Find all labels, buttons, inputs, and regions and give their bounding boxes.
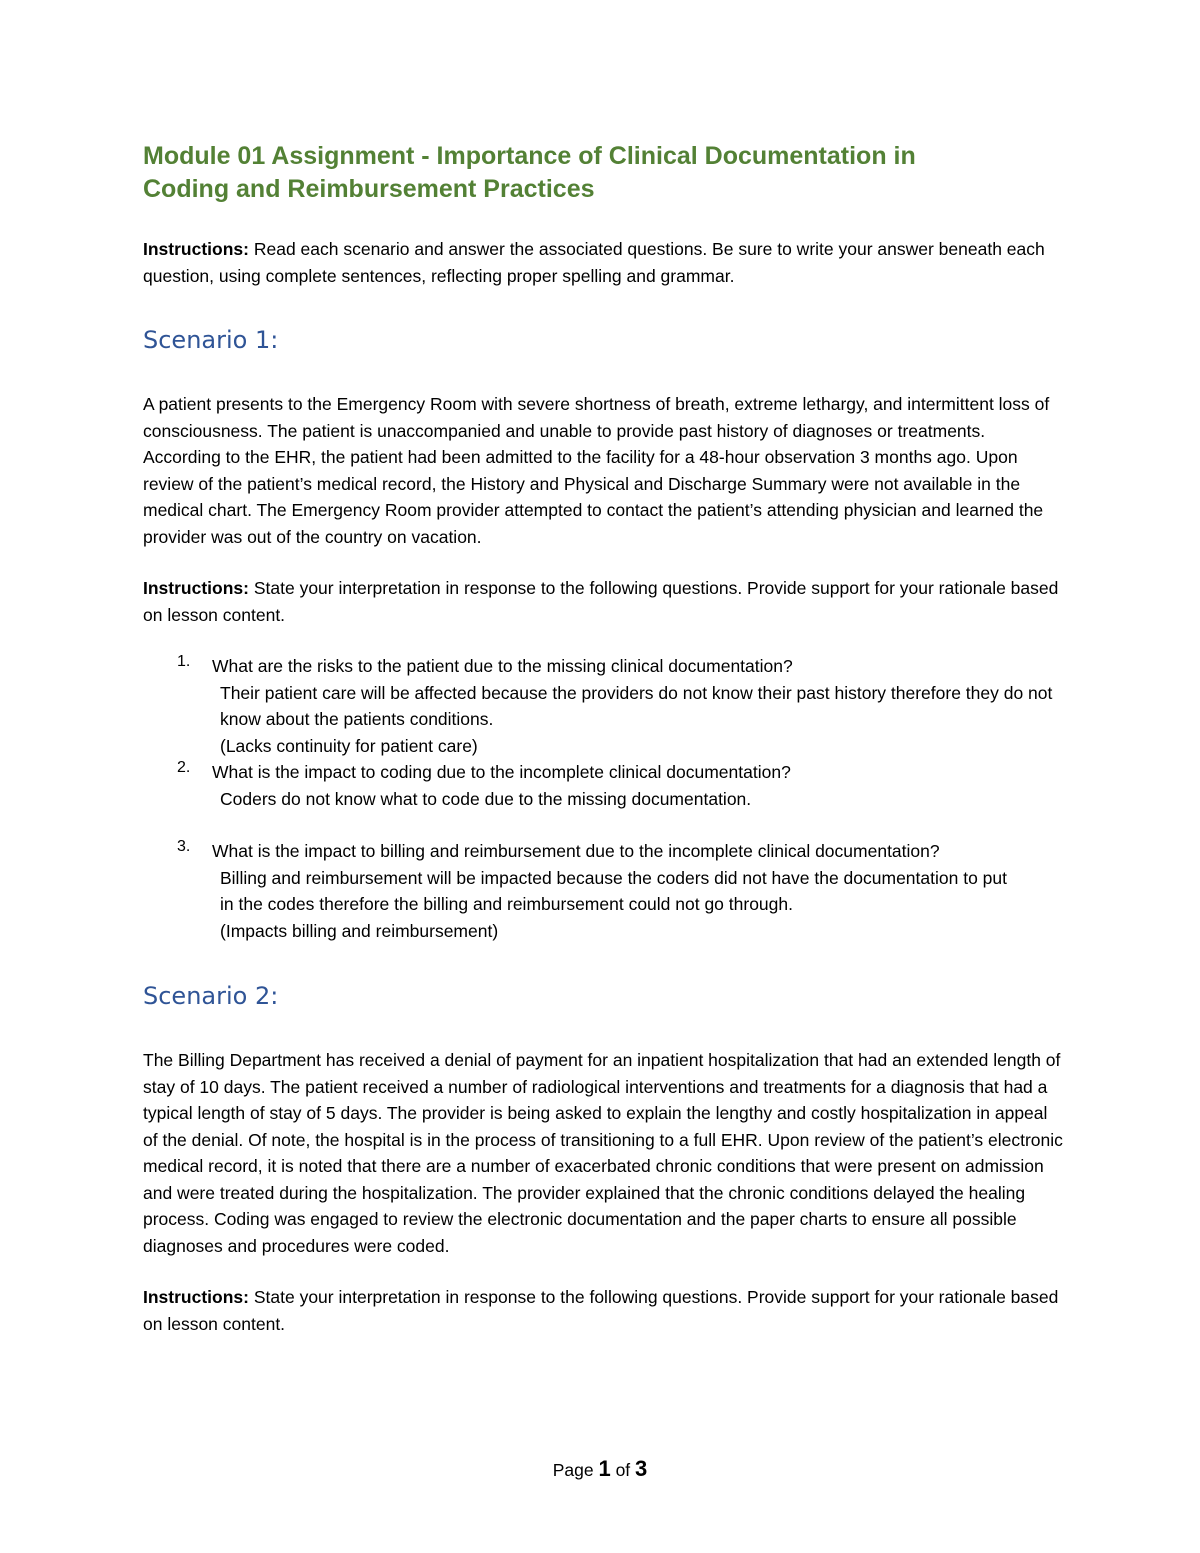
answer-note: (Impacts billing and reimbursement) — [220, 920, 499, 941]
page-word: Page — [552, 1460, 599, 1480]
question-item — [143, 759, 1063, 812]
scenario-2-heading: Scenario 2: — [143, 982, 279, 1010]
scenario-1-instructions-text: State your interpretation in response to the following questions. Provide support for your rationale based on lesson content. — [143, 578, 1059, 625]
question-text: What is the impact to billing and reimbursement due to the incomplete clinical documentation? — [212, 841, 940, 861]
question-number: 1. — [177, 653, 191, 670]
scenario-1-question-list — [143, 653, 1063, 944]
answer-note: (Lacks continuity for patient care) — [220, 735, 478, 756]
scenario-2-instructions — [143, 1284, 1063, 1337]
scenario-2-body: The Billing Department has received a denial of payment for an inpatient hospitalization that had an extended length of stay of 10 days. The patient received a number of radiological interventions and treatments for a diagnosis that had a typical length of stay of 5 days. The provider is being asked to explain the lengthy and costly hospitalization in appeal of the denial. Of note, the hospital is in the process of transitioning to a full EHR. Upon review of the patient’s electronic medical record, it is noted that there are a number of exacerbated chronic conditions that were present on admission and were treated during the hospitalization. The provider explained that the chronic conditions delayed the healing process. Coding was engaged to review the electronic documentation and the paper charts to ensure all possible diagnoses and procedures were coded. — [143, 1050, 1063, 1256]
page-number: 1 — [598, 1456, 611, 1481]
of-word: of — [610, 1460, 636, 1480]
answer-text: Billing and reimbursement will be impacted because the coders did not have the documentation to put in the codes therefore the billing and reimbursement could not go through. — [220, 867, 1007, 914]
question-number: 3. — [177, 838, 191, 855]
question-item — [143, 653, 1063, 759]
question-item — [143, 838, 1063, 944]
intro-instructions-text: Read each scenario and answer the associated questions. Be sure to write your answer beneath each question, using complete sentences, reflecting proper spelling and grammar. — [143, 239, 1045, 286]
intro-instructions-label: Instructions: — [143, 239, 249, 259]
scenario-1-body: A patient presents to the Emergency Room with severe shortness of breath, extreme lethargy, and intermittent loss of consciousness. The patient is unaccompanied and unable to provide past history of diagnoses or treatments. According to the EHR, the patient had been admitted to the facility for a 48-hour observation 3 months ago. Upon review of the patient’s medical record, the History and Physical and Discharge Summary were not available in the medical chart. The Emergency Room provider attempted to contact the patient’s attending physician and learned the provider was out of the country on vacation. — [143, 394, 1050, 547]
question-text: What is the impact to coding due to the incomplete clinical documentation? — [212, 762, 791, 782]
question-text: What are the risks to the patient due to the missing clinical documentation? — [212, 656, 793, 676]
title-line-2: Coding and Reimbursement Practices — [143, 175, 595, 203]
answer-text: Coders do not know what to code due to the missing documentation. — [220, 788, 752, 809]
scenario-2-instructions-text: State your interpretation in response to the following questions. Provide support for your rationale based on lesson content. — [143, 1287, 1059, 1334]
page-footer — [0, 1456, 1200, 1483]
question-number: 2. — [177, 759, 191, 776]
answer-text: Their patient care will be affected because the providers do not know their past history therefore they do not know about the patients conditions. — [220, 682, 1053, 729]
title-line-1: Module 01 Assignment - Importance of Clinical Documentation in — [143, 142, 916, 170]
scenario-1-instructions — [143, 575, 1063, 628]
scenario-2-instructions-label: Instructions: — [143, 1287, 249, 1307]
document-content — [143, 140, 1063, 1337]
scenario-1-heading: Scenario 1: — [143, 326, 279, 354]
page-total: 3 — [635, 1456, 648, 1481]
intro-instructions — [143, 236, 1063, 289]
scenario-1-instructions-label: Instructions: — [143, 578, 249, 598]
document-title — [143, 140, 1063, 206]
